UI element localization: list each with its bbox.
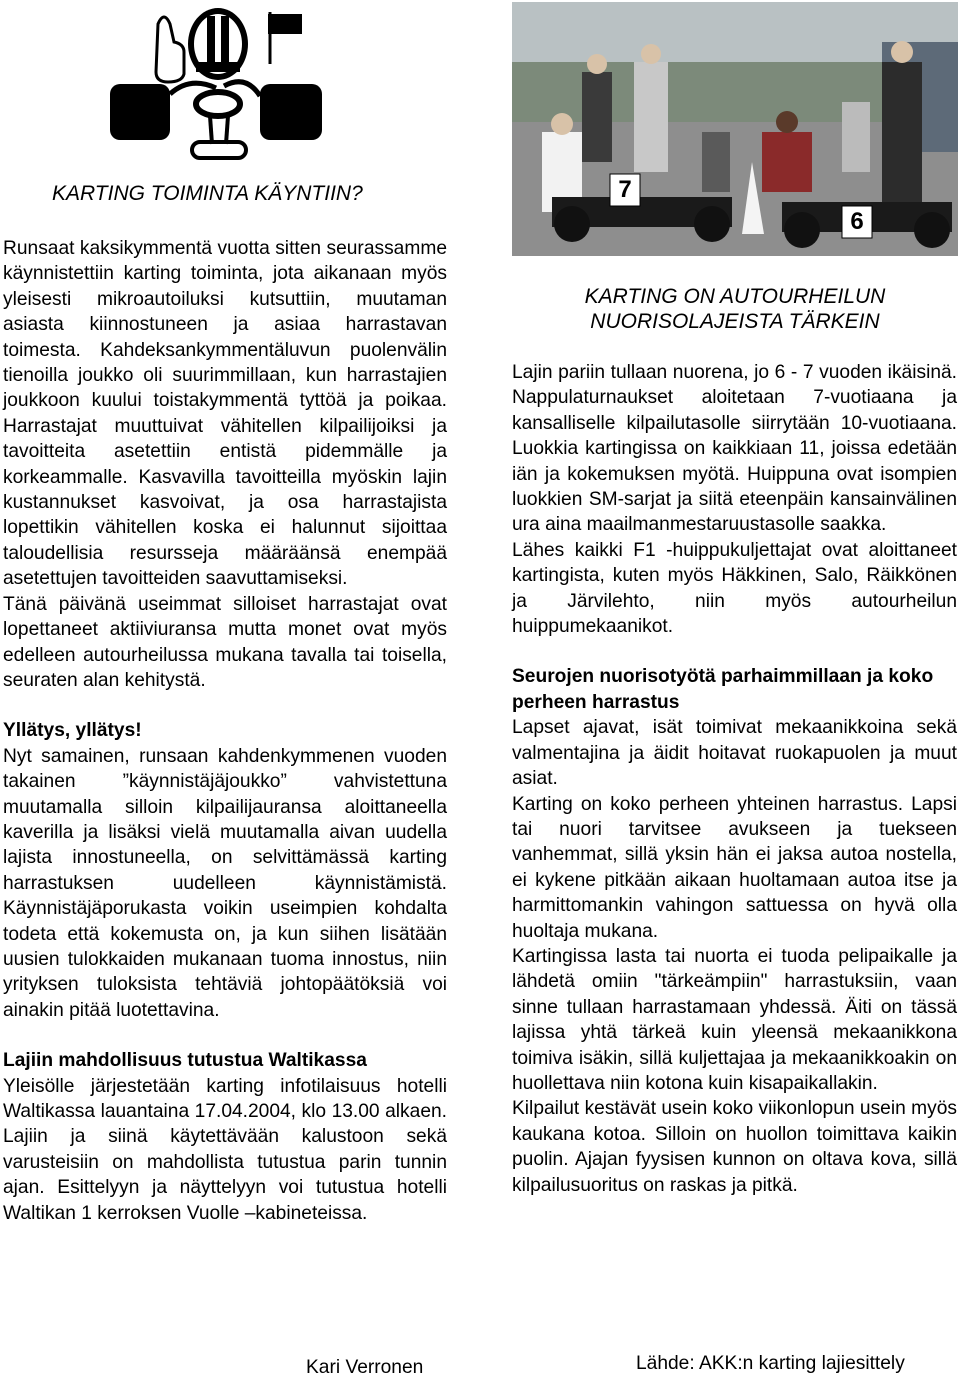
waltikka-heading: Lajiin mahdollisuus tutustua Waltikassa <box>3 1050 367 1072</box>
kart-number-7: 7 <box>618 176 632 203</box>
surprise-heading: Yllätys, yllätys! <box>3 720 142 742</box>
intro-paragraph: Runsaat kaksikymmentä vuotta sitten seurassamme käynnistettiin karting toiminta, jota aikanaan myös yleisesti mikroautoiluksi kutsuttiin, muutaman asiasta kiinnostuneen ja asiaa harrastavan toimesta. Kahdeksankymmentäluvun puolenvälin tienoilla joukko oli suurimmillaan, kun harrastajien joukkoon kuului toistakymmentä tyttöä ja poikaa. Harrastajat muuttuivat vähitellen kilpailijoiksi ja tavoitteita asetettiin entistä pidemmälle ja korkeammalle. Kasvavilla tavoitteilla myöskin lajin kustannukset kasvoivat, ja osa harrastajista lopettikin vähitellen koska ei halunnut sijoittaa taloudellisia resursseja määräänsä enempää asetettujen tavoitteiden saavuttamiseksi. <box>3 238 447 590</box>
surprise-paragraph: Nyt samainen, runsaan kahdenkymmenen vuoden takainen ”käynnistäjäjoukko” vahvistettuna muutamalla silloin kilpailijauransa aloittaneella kaverilla ja lisäksi vielä muutamalla aivan uudella lajista innostuneella, on selvittämässä karting harrastuksen uudelleen käynnistämistä. Käynnistäjäporukasta voikin useimpien kohdalta todeta että kokemusta on, ja kun siihen lisätään uusien tulokkaiden mukanaan tuoma innostus, niin yrityksen tuloksista tehtäviä johtopäätöksiä voi ainakin pitää luotettavina. <box>3 745 447 1021</box>
right-title-line2: NUORISOLAJEISTA TÄRKEIN <box>590 310 880 333</box>
author: Kari Verronen <box>306 1357 424 1378</box>
left-column <box>3 236 447 1226</box>
kart-number-6: 6 <box>850 208 864 235</box>
family-paragraph: Karting on koko perheen yhteinen harrastus. Lapsi tai nuori tarvitsee avukseen ja tuekseen vanhemmat, sillä yksin hän ei jaksa autoa nostella, ei kykene pitkään aikaan huoltamaan autoa itse ja harmittomankin vahingon sattuessa on hyvä olla huoltaja mukana. <box>512 793 957 942</box>
right-column <box>512 360 957 1198</box>
today-paragraph: Tänä päivänä useimmat silloiset harrastajat ovat lopettaneet aktiiviuransa mutta monet ovat myös edelleen autourheilussa mukana tavalla tai toisella, seuraten alan kehitystä. <box>3 593 447 691</box>
source-note: Lähde: AKK:n karting lajiesittely <box>636 1353 905 1374</box>
f1-paragraph: Lähes kaikki F1 -huippukuljettajat ovat aloittaneet kartingista, kuten myös Häkkinen, Salo, Räikkönen ja Järvilehto, niin myös autourheilun huippumekaanikot. <box>512 539 957 638</box>
competition-paragraph: Kilpailut kestävät usein koko viikonlopun usein myös kaukana kotoa. Silloin on huollon toimittava kaikin puolin. Ajajan fyysisen kunnon on oltava kova, sillä kilpailusuoritus on raskas ja pitkä. <box>512 1098 957 1196</box>
karting-logo <box>100 4 330 164</box>
right-title <box>512 284 958 334</box>
family-heading: Seurojen nuorisotyötä parhaimmillaan ja koko perheen harrastus <box>512 666 934 713</box>
together-paragraph: Kartingissa lasta tai nuorta ei tuoda pelipaikalle ja lähdetä omiin "tärkeämpiin" harrastuksiin, vaan sinne tullaan harrastamaan yhdessä. Äiti on tässä lajissa yhtä tärkeä kuin yleensä mekaanikkona toimiva isäkin, sillä kuljettajaa ja mekaanikkoakin on huollettava niin kotona kuin kisapaikallakin. <box>512 945 957 1094</box>
karting-photo <box>512 2 958 256</box>
roles-paragraph: Lapset ajavat, isät toimivat mekaanikkoina sekä valmentajina ja äidit hoitavat ruokapuolen ja muut asiat. <box>512 717 957 790</box>
age-paragraph: Lajin pariin tullaan nuorena, jo 6 - 7 vuoden ikäisinä. Nappulaturnaukset aloitetaan 7-vuotiaana ja kansalliselle kilpailutasolle siirrytään 10-vuotiaana. Luokkia kartingissa on kaikkiaan 11, joissa edetään iän ja kokemuksen myötä. Huippuna ovat isompien luokkien SM-sarjat ja siitä eteenpäin kansainvälinen ura aina maailmanmestaruustasolle saakka. <box>512 362 957 536</box>
waltikka-paragraph: Yleisölle järjestetään karting infotilaisuus hotelli Waltikassa lauantaina 17.04.2004, klo 13.00 alkaen. Lajiin ja siinä käytettävään kalustoon sekä varusteisiin on mahdollista tutustua parin tunnin ajan. Esittelyyn ja näyttelyyn voi tutustua hotelli Waltikan 1 kerroksen Vuolle –kabineteissa. <box>3 1075 447 1224</box>
left-title: KARTING TOIMINTA KÄYNTIIN? <box>52 182 363 205</box>
right-title-line1: KARTING ON AUTOURHEILUN <box>584 285 886 308</box>
